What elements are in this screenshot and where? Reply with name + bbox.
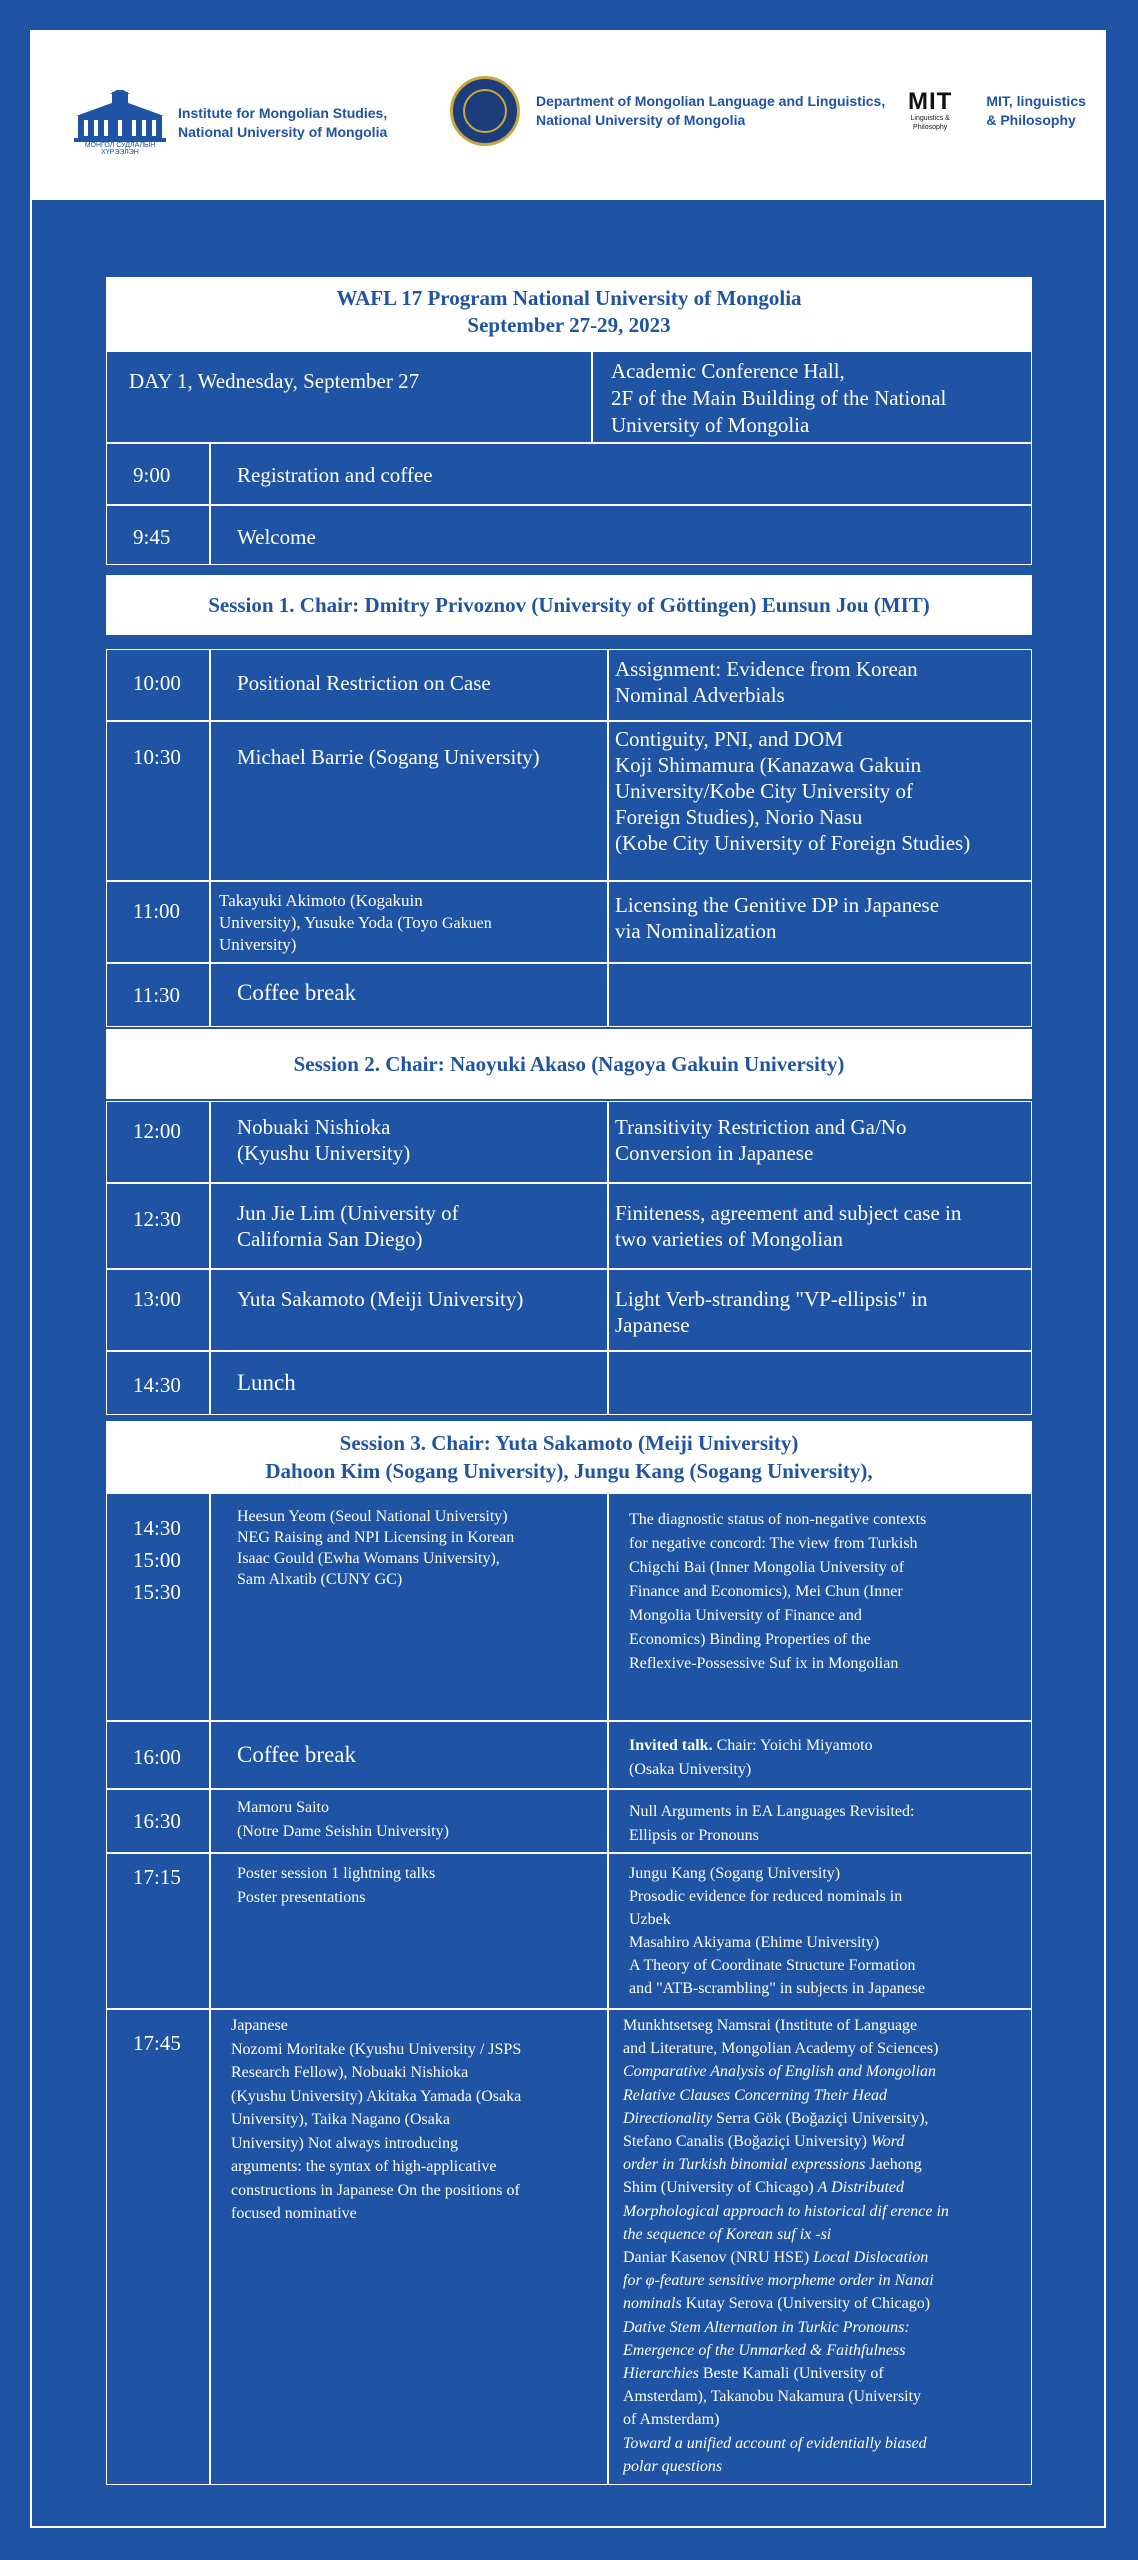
session1-header: Session 1. Chair: Dmitry Privoznov (University of Göttingen) Eunsun Jou (MIT): [106, 575, 1032, 635]
poster-list-right: Munkhtsetseg Namsrai (Institute of Language and Literature, Mongolian Academy of Sciences) Comparative Analysis of English and Mongolian Relative Clauses Concerning Their Head Directionality Serra Gök (Boğaziçi University), Stefano Canalis (Boğaziçi University) Word order in Turkish binomial expressions Jaehong Shim (University of Chicago) A Distributed Morphological approach to historical dif erence in the sequence of Korean suf ix -si Daniar Kasenov (NRU HSE) Local Dislocation for φ-feature sensitive morpheme order in Nanai nominals Kutay Serova (University of Chicago) Dative Stem Alternation in Turkic Pronouns: Emergence of the Unmarked & Faithfulness Hierarchies Beste Kamali (University of Amsterdam), Takanobu Nakamura (University of Amsterdam) Toward a unified account of evidentially biased polar questions: [623, 2017, 949, 2475]
talk-title: Finiteness, agreement and subject case in two varieties of Mongolian: [615, 1201, 962, 1251]
event-cell: Positional Restriction on Case: [237, 671, 491, 695]
time-cell: 17:45: [133, 2031, 181, 2055]
schedule-row: [106, 2009, 1032, 2485]
nmu-seal-logo: [450, 76, 520, 146]
talk-title: Contiguity, PNI, and DOM Koji Shimamura (Kanazawa Gakuin University/Kobe City University of Foreign Studies), Norio Nasu (Kobe City University of Foreign Studies): [615, 727, 971, 855]
schedule-row: [106, 1721, 1032, 1789]
event-cell: Coffee break: [237, 980, 356, 1005]
schedule-row: [106, 1351, 1032, 1415]
invited-talk: Invited talk. Chair: Yoichi Miyamoto (Osaka University): [629, 1737, 873, 1778]
session2-header: Session 2. Chair: Naoyuki Akaso (Nagoya Gakuin University): [106, 1029, 1032, 1099]
schedule-row: [106, 1789, 1032, 1853]
poster-list-left: Japanese Nozomi Moritake (Kyushu University / JSPS Research Fellow), Nobuaki Nishioka (Kyushu University) Akitaka Yamada (Osaka University), Taika Nagano (Osaka University) Not always introducing arguments: the syntax of high-applicative constructions in Japanese On the positions of focused nominative: [231, 2017, 522, 2222]
schedule-row: [106, 963, 1032, 1027]
dml-name: Department of Mongolian Language and Linguistics, National University of Mongolia: [536, 93, 886, 128]
poster-session: Poster session 1 lightning talks Poster presentations: [237, 1865, 436, 1906]
day-label: DAY 1, Wednesday, September 27: [129, 369, 420, 393]
mit-logo-block: [908, 90, 1086, 132]
mit-name: MIT, linguistics & Philosophy: [986, 93, 1086, 128]
program-table: [106, 277, 1032, 2487]
schedule-row: [106, 649, 1032, 721]
time-cell: 9:45: [133, 525, 171, 549]
time-cell: 14:30: [133, 1373, 181, 1397]
program-title: WAFL 17 Program National University of Mongolia September 27-29, 2023: [106, 277, 1032, 351]
time-cell: 17:15: [133, 1865, 181, 1889]
schedule-row: [106, 721, 1032, 881]
logo-header: [32, 32, 1104, 200]
ims-name: Institute for Mongolian Studies, National University of Mongolia: [178, 105, 388, 140]
day-row: [106, 351, 1032, 443]
speaker-cell: Mamoru Saito (Notre Dame Seishin University): [237, 1799, 449, 1840]
event-cell: Coffee break: [237, 1742, 356, 1767]
mit-logo: MIT Linguistics & Philosophy: [908, 88, 953, 131]
speaker-cell: Takayuki Akimoto (Kogakuin University), Yusuke Yoda (Toyo Gakuen University): [219, 891, 492, 954]
time-cell: 16:00: [133, 1745, 181, 1769]
schedule-row: [106, 1493, 1032, 1721]
dml-logo-block: [450, 76, 885, 146]
schedule-row: [106, 505, 1032, 565]
schedule-row: [106, 1853, 1032, 2009]
ims-building-logo: [72, 90, 168, 156]
time-cell: 14:30 15:00 15:30: [133, 1516, 181, 1604]
event-cell: Welcome: [237, 525, 316, 549]
event-cell: Lunch: [237, 1370, 296, 1395]
schedule-row: [106, 443, 1032, 505]
time-cell: 16:30: [133, 1809, 181, 1833]
schedule-row: [106, 1183, 1032, 1269]
talk-title: Assignment: Evidence from Korean Nominal Adverbials: [615, 657, 918, 707]
talk-title: Transitivity Restriction and Ga/No Conversion in Japanese: [615, 1115, 907, 1165]
venue-text: Academic Conference Hall, 2F of the Main Building of the National University of Mongolia: [611, 359, 947, 437]
speaker-cell: Yuta Sakamoto (Meiji University): [237, 1287, 524, 1311]
schedule-row: [106, 1101, 1032, 1183]
ims-logo-caption: МОНГОЛ СУДЛАЛЫН ХҮРЭЭЛЭН: [84, 142, 156, 156]
speaker-cell: Nobuaki Nishioka (Kyushu University): [237, 1115, 411, 1165]
talk-title: Light Verb-stranding "VP-ellipsis" in Japanese: [615, 1287, 928, 1337]
talk-title: Null Arguments in EA Languages Revisited: Ellipsis or Pronouns: [629, 1803, 915, 1844]
time-cell: 10:00: [133, 671, 181, 695]
speaker-cell: Heesun Yeom (Seoul National University) NEG Raising and NPI Licensing in Korean Isaac Gould (Ewha Womans University), Sam Alxatib (CUNY GC): [237, 1508, 515, 1588]
time-cell: 12:00: [133, 1119, 181, 1143]
time-cell: 9:00: [133, 463, 171, 487]
time-cell: 10:30: [133, 745, 181, 769]
time-cell: 12:30: [133, 1207, 181, 1231]
session3-header: Session 3. Chair: Yuta Sakamoto (Meiji University) Dahoon Kim (Sogang University), Jungu Kang (Sogang University),: [106, 1421, 1032, 1493]
ims-logo-block: [72, 90, 387, 156]
talk-title: Licensing the Genitive DP in Japanese via Nominalization: [615, 893, 940, 943]
time-cell: 11:00: [133, 899, 181, 923]
schedule-row: [106, 881, 1032, 963]
poster-list: Jungu Kang (Sogang University) Prosodic evidence for reduced nominals in Uzbek Masahiro Akiyama (Ehime University) A Theory of Coordinate Structure Formation and "ATB-scrambling" in subjects in Japanese: [629, 1865, 926, 1997]
event-cell: Registration and coffee: [237, 463, 433, 487]
time-cell: 11:30: [133, 983, 181, 1007]
speaker-cell: Michael Barrie (Sogang University): [237, 745, 540, 769]
speaker-cell: Jun Jie Lim (University of California San Diego): [237, 1201, 459, 1251]
schedule-row: [106, 1269, 1032, 1351]
talk-title: The diagnostic status of non-negative contexts for negative concord: The view from Turkish Chigchi Bai (Inner Mongolia University of Finance and Economics), Mei Chun (Inner Mongolia University of Finance and Economics) Binding Properties of the Reflexive-Possessive Suf ix in Mongolian: [629, 1511, 927, 1672]
time-cell: 13:00: [133, 1287, 181, 1311]
